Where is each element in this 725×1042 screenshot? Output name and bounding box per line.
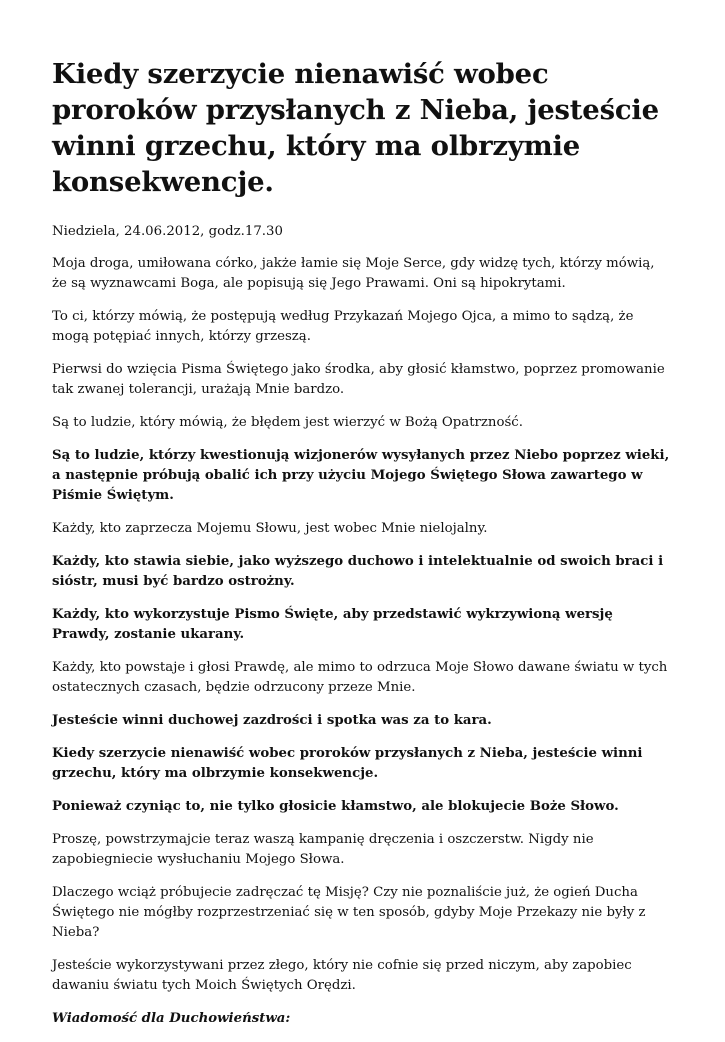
paragraph-bold: Każdy, kto wykorzystuje Pismo Święte, aby przedstawić wykrzywioną wersję Prawdy, zostanie ukarany. <box>52 607 613 642</box>
page-title: Kiedy szerzycie nienawiść wobec proroków przysłanych z Nieba, jesteście winni grzechu, który ma olbrzymie konsekwencje. <box>52 58 659 198</box>
paragraph: Pierwsi do wzięcia Pisma Świętego jako środka, aby głosić kłamstwo, poprzez promowanie tak zwanej tolerancji, urażają Mnie bardzo. <box>52 362 665 397</box>
message-date: Niedziela, 24.06.2012, godz.17.30 <box>52 224 283 239</box>
paragraph: To ci, którzy mówią, że postępują według Przykazań Mojego Ojca, a mimo to sądzą, że mogą potępiać innych, którzy grzeszą. <box>52 309 634 344</box>
paragraph-bold: Ponieważ czyniąc to, nie tylko głosicie kłamstwo, ale blokujecie Boże Słowo. <box>52 799 619 814</box>
paragraph: Każdy, kto zaprzecza Mojemu Słowu, jest wobec Mnie nielojalny. <box>52 521 488 536</box>
paragraph: Każdy, kto powstaje i głosi Prawdę, ale mimo to odrzuca Moje Słowo dawane światu w tych ostatecznych czasach, będzie odrzucony przeze Mnie. <box>52 660 668 695</box>
paragraph-bold: Kiedy szerzycie nienawiść wobec proroków przysłanych z Nieba, jesteście winni grzechu, który ma olbrzymie konsekwencje. <box>52 746 643 781</box>
document-page <box>52 56 672 1042</box>
paragraph: Dlaczego wciąż próbujecie zadręczać tę Misję? Czy nie poznaliście już, że ogień Ducha Świętego nie mógłby rozprzestrzeniać się w ten sposób, gdyby Moje Przekazy nie były z Nieba? <box>52 885 646 940</box>
paragraph: Są to ludzie, który mówią, że błędem jest wierzyć w Bożą Opatrzność. <box>52 415 523 430</box>
section-heading-clergy: Wiadomość dla Duchowieństwa: <box>52 1011 291 1026</box>
paragraph-bold: Jesteście winni duchowej zazdrości i spotka was za to kara. <box>52 713 492 728</box>
paragraph: Moja droga, umiłowana córko, jakże łamie się Moje Serce, gdy widzę tych, którzy mówią, że są wyznawcami Boga, ale popisują się Jego Prawami. Oni są hipokrytami. <box>52 256 655 291</box>
paragraph: Proszę, powstrzymajcie teraz waszą kampanię dręczenia i oszczerstw. Nigdy nie zapobiegniecie wysłuchaniu Mojego Słowa. <box>52 832 594 867</box>
paragraph-bold: Każdy, kto stawia siebie, jako wyższego duchowo i intelektualnie od swoich braci i sióstr, musi być bardzo ostrożny. <box>52 554 664 589</box>
paragraph: Jesteście wykorzystywani przez złego, który nie cofnie się przed niczym, aby zapobiec dawaniu światu tych Moich Świętych Orędzi. <box>52 958 632 993</box>
paragraph-bold: Są to ludzie, którzy kwestionują wizjonerów wysyłanych przez Niebo poprzez wieki, a następnie próbują obalić ich przy użyciu Mojego Świętego Słowa zawartego w Piśmie Świętym. <box>52 448 670 503</box>
